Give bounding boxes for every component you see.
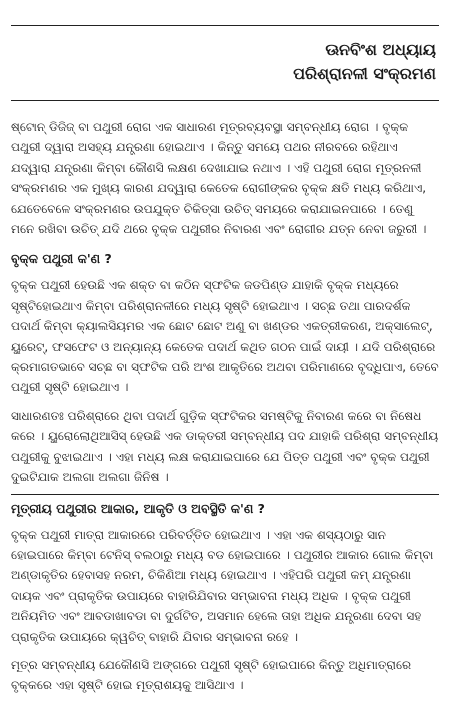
chapter-number: ଊନବିଂଶ ଅଧ୍ୟାୟ	[325, 40, 436, 59]
section2-paragraph-1: ବୃକ୍କ ପଥୁରୀ ମାତ୍ରା ଆକାରରେ ପରିବର୍ତ୍ତିତ ହୋଇଥାଏ । ଏହା ଏକ ଶସ୍ୟଠାରୁ ସାନ ହୋଇପାରେ କିମ୍ବା ଟେନିସ୍ ବଲଠାରୁ ମଧ୍ୟ ବଡ ହୋଇପାରେ । ପଥୁରୀର ଆକାର ଗୋଲ କିମ୍ବା ଅଣ୍ଡାକୃତିର ହେବାସହ ନରମ, ଚିକିଣିଆ ମଧ୍ୟ ହୋଇଥାଏ । ଏହିପରି ପଥୁରୀ କମ୍ ଯନ୍ତ୍ରଣା ଦାୟକ ଏବଂ ପ୍ରାକୃତିକ ଉପାୟରେ ବାହାରିଯିବାର ସମ୍ଭାବନା ମଧ୍ୟ ଅଧିକ । ବୃକ୍କ ପଥୁରୀ ଅନିୟମିତ ଏବଂ ଆବଡାଖାବଡା ବା ଦୁର୍ଗଟିତ, ଅସମାନ ହେଲେ ତାହା ଅଧିକ ଯନ୍ତ୍ରଣା ଦେବା ସହ ପ୍ରାକୃତିକ ଉପାୟରେ କ୍ୱଚିତ୍ ବାହାରି ଯିବାର ସମ୍ଭାବନା ରହେ ।	[11, 527, 434, 644]
section-divider	[11, 494, 439, 495]
intro-paragraph: ଷ୍ଟୋନ୍ ଡିଜିଜ୍ ବା ପଥୁରୀ ରୋଗ ଏକ ସାଧାରଣ ମୂତ୍ରବ୍ୟବସ୍ଥା ସମ୍ବନ୍ଧୀୟ ରୋଗ । ବୃକ୍କ ପଥୁରୀ ଦ୍ୱାରା ଅସହ୍ୟ ଯନ୍ତ୍ରଣା ହୋଇଥାଏ । କିନ୍ତୁ ସମୟେ ପଥର ନୀରବରେ ରହିଥାଏ ଯଦ୍ୱାରା ଯନ୍ତ୍ରଣା କିମ୍ବା କୌଣସି ଲକ୍ଷଣ ଦେଖାଯାଇ ନଥାଏ । ଏହି ପଥୁରୀ ରୋଗ ମୂତ୍ରନଳୀ ସଂକ୍ରମଣର ଏକ ମୁଖ୍ୟ କାରଣ ଯଦ୍ୱାରା କେତେକ ରୋଗୀଙ୍କର ବୃକ୍କ କ୍ଷତି ମଧ୍ୟ କରିଥାଏ, ଯେତେବେଳେ ସଂକ୍ରମଣର ଉପଯୁକ୍ତ ଚିକିତ୍ସା ଉଚିତ୍ ସମୟରେ କରାଯାଇନପାରେ । ତେଣୁ ମନେ ରଖିବା ଉଚିତ୍ ଯଦି ଥରେ ବୃକ୍କ ପଥୁରୀର ନିବାରଣ ଏବଂ ରୋଗୀର ଯତ୍ନ ନେବା ଜରୁରୀ ।	[11, 120, 427, 237]
section1-paragraph-1: ବୃକ୍କ ପଥୁରୀ ହେଉଛି ଏକ ଶକ୍ତ ବା କଠିନ ସ୍ଫଟିକ ଜଡପିଣ୍ଡ ଯାହାକି ବୃକ୍କ ମଧ୍ୟରେ ସୃଷ୍ଟିହୋଇଥାଏ କିମ୍ବା ପରିଶ୍ରାନଳୀରେ ମଧ୍ୟ ସୃଷ୍ଟି ହୋଇଥାଏ । ସଚ୍ଛ ତଥା ପାରଦର୍ଶକ ପଦାର୍ଥ କିମ୍ବା କ୍ୟାଲସିୟମର ଏକ ଛୋଟ ଛୋଟ ଅଣୁ ବା ଖଣ୍ଡର ଏକତ୍ରୀକରଣ, ଅକ୍ସାଲେଟ୍, ୟୁରେଟ୍, ଫସଫେଟ ଓ ଅନ୍ୟାନ୍ୟ କେତେକ ପଦାର୍ଥ କଥିତ ଗଠନ ପାଇଁ ଦାୟୀ । ଯଦି ପରିଶ୍ରାରେ କ୍ରମାଗତଭାବେ ସଚ୍ଛ ବା ସ୍ଫଟିକ ପରି ଅଂଶ ଆକୃତିରେ ଅଥବା ପରିମାଣରେ ବୃଦ୍ଧିପାଏ, ତେବେ ପଥୁରୀ ସୃଷ୍ଟି ହୋଇଥାଏ ।	[11, 278, 439, 395]
section2-paragraph-2: ମୂତ୍ର ସମ୍ବନ୍ଧୀୟ ଯେକୌଣସି ଅଙ୍ଗରେ ପଥୁରୀ ସୃଷ୍ଟି ହୋଇପାରେ କିନ୍ତୁ ଅଧିମାତ୍ରାରେ ବୃକ୍କରେ ଏହା ସୃଷ୍ଟି ହୋଇ ମୂତ୍ରାଶୟକୁ ଆସିଥାଏ ।	[11, 657, 412, 693]
chapter-title: ପରିଶ୍ରାନଳୀ ସଂକ୍ରମଣ	[293, 64, 436, 83]
chapter-body	[11, 117, 439, 696]
chapter-header	[293, 38, 436, 86]
section1-paragraph-2: ସାଧାରଣତଃ ପରିଶ୍ରାରେ ଥିବା ପଦାର୍ଥ ଗୁଡ଼ିକ ସ୍ଫଟିକର ସମଷ୍ଟିକୁ ନିବାରଣ କରେ ବା ନିଷେଧ କରେ । ୟୁରୋଲୋଥିଆସିସ୍ ହେଉଛି ଏକ ଡାକ୍ତରୀ ସମ୍ବନ୍ଧୀୟ ପଦ ଯାହାକି ପରିଶ୍ରା ସମ୍ବନ୍ଧୀୟ ପଥୁରୀକୁ ବୁଝାଇଥାଏ । ଏହା ମଧ୍ୟ ଲକ୍ଷ କରାଯାଇପାରେ ଯେ ପିତ୍ତ ପଥୁରୀ ଏବଂ ବୃକ୍କ ପଥୁରୀ ଦୁଇଟିଯାକ ଅଲଗା ଅଲଗା ଜିନିଷ ।	[11, 408, 439, 485]
section-heading-size-shape-location: ମୂତ୍ରୀୟ ପଥୁରୀର ଆକାର, ଆକୃତି ଓ ଅବସ୍ଥିତି କ'ଣ ?	[11, 500, 265, 516]
section-heading-what-is-kidney-stone: ବୃକ୍କ ପଥୁରୀ କ'ଣ ?	[11, 251, 112, 267]
header-divider	[11, 100, 439, 101]
top-divider	[11, 25, 439, 26]
